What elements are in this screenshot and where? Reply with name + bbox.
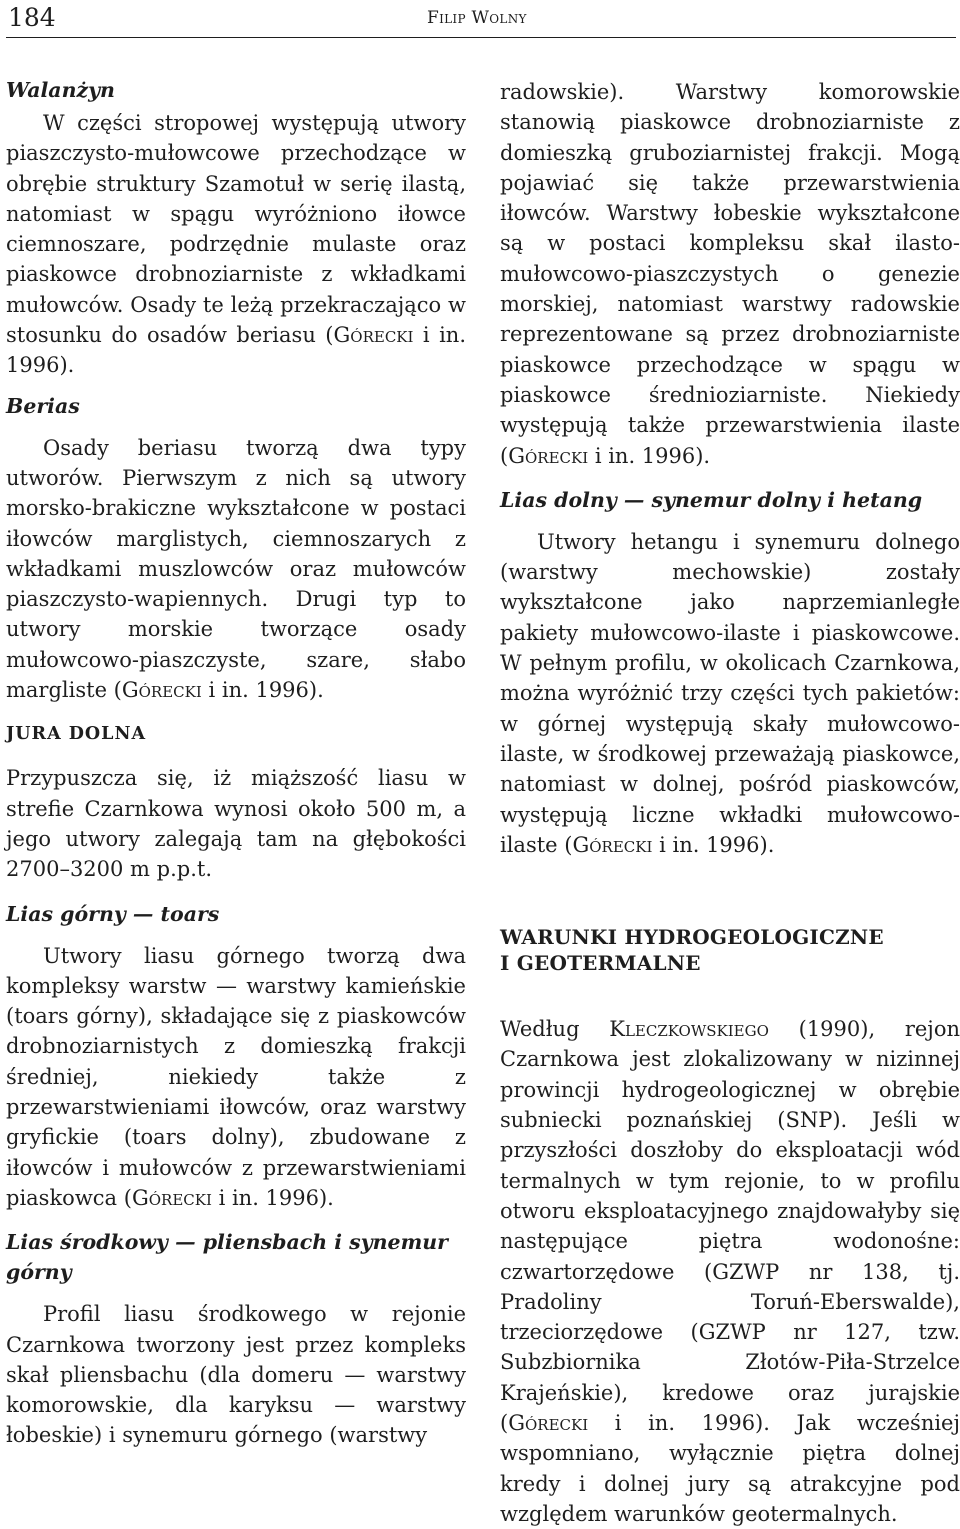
paragraph-berias: Osady beriasu tworzą dwa typy utworów. Pierwszym z nich są utwory morsko-brakiczne wykształcone w postaci iłowców marglistych, ciemnoszarych z wkładkami muszlowców oraz mułowców piaszczysto-wapiennych. Drugi typ to utwory morskie tworzące osady mułowcowo-piaszczyste, szare, słabo margliste (Górecki i in. 1996). (6, 435, 466, 703)
page-header (0, 0, 960, 48)
paragraph-warunki: Według Kleczkowskiego (1990), rejon Czarnkowa jest zlokalizowany w nizinnej prowincji hydrogeologicznej w obrębie subniecki poznańskiej (SNP). Jeśli w przyszłości doszłoby do eksploatacji wód termalnych w tym rejonie, to w profilu otworu eksploatacyjnego znajdowałyby się następujące piętra wodonośne: czwartorzędowe (GZWP nr 138, tj. Pradoliny Toruń-Eberswalde), trzeciorzędowe (GZWP nr 127, tzw. Subzbiornika Złotów-Piła-Strzelce Krajeńskie), kredowe oraz jurajskie (Górecki i in. 1996). Jak wcześniej wspomniano, wyłącznie piętra dolnej kredy i dolnej jury są atrakcyjne pod względem warunków geotermalnych. (500, 1017, 960, 1526)
running-head-author: Filip Wolny (427, 8, 527, 28)
heading-lias-dolny: Lias dolny — synemur dolny i hetang (500, 487, 923, 512)
heading-berias: Berias (6, 393, 80, 418)
citation-author: Górecki (572, 832, 653, 857)
heading-lias-gorny: Lias górny — toars (6, 901, 220, 926)
heading-warunki: WARUNKI HYDROGEOLOGICZNE I GEOTERMALNE (500, 925, 884, 976)
citation-author: Górecki (508, 1410, 589, 1435)
header-rule (6, 37, 956, 38)
heading-walanzyn: Walanżyn (6, 78, 115, 102)
paragraph-walanzyn: W części stropowej występują utwory piaszczysto-mułowcowe przechodzące w obrębie struktury Szamotuł w serię ilastą, natomiast w spągu wyróżniono iłowce ciemnoszare, podrzędnie mulaste oraz piaskowce drobnoziarniste z wkładkami mułowców. Osady te leżą przekraczająco w stosunku do osadów beriasu (Górecki i in. 1996). (6, 111, 466, 378)
citation-author: Górecki (508, 443, 589, 468)
citation-author: Kleczkowskiego (609, 1017, 769, 1042)
left-column (6, 75, 466, 1451)
paragraph-lias-srodkowy: Profil liasu środkowego w rejonie Czarnkowa tworzony jest przez kompleks skał pliensbachu (dla domeru — warstwy komorowskie, dla karyksu — warstwy łobeskie) i synemuru górnego (warstwy (6, 1302, 466, 1448)
paragraph-continuation: radowskie). Warstwy komorowskie stanowią piaskowce drobnoziarniste z domieszką gruboziarnistej frakcji. Mogą pojawiać się także przewarstwienia iłowców. Warstwy łobeskie wykształcone są w postaci kompleksu skał ilasto-mułowcowo-piaszczystych o genezie morskiej, natomiast warstwy radowskie reprezentowane są przez drobnoziarniste piaskowce przechodzące w spągu w piaskowce średnioziarniste. Niekiedy występują także przewarstwienia ilaste (Górecki i in. 1996). (500, 80, 960, 468)
page-number: 184 (8, 3, 56, 32)
citation-author: Górecki (333, 323, 414, 348)
heading-jura-dolna: JURA DOLNA (6, 724, 147, 745)
paragraph-lias-dolny: Utwory hetangu i synemuru dolnego (warstwy mechowskie) zostały wykształcone jako naprzemianległe pakiety mułowcowo-ilaste i piaskowcowe. W pełnym profilu, w okolicach Czarnkowa, można wyróżnić trzy części tych pakietów: w górnej występują skały mułowcowo-ilaste, w środkowej przeważają piaskowce, natomiast w dolnej, pośród piaskowców, występują liczne wkładki mułowcowo-ilaste (Górecki i in. 1996). (500, 529, 960, 857)
heading-lias-srodkowy: Lias środkowy — pliensbach i synemur górny (6, 1230, 448, 1285)
paragraph-jura-dolna: Przypuszcza się, iż miąższość liasu w strefie Czarnkowa wynosi około 500 m, a jego utwory zalegają tam na głębokości 2700–3200 m p.p.t. (6, 766, 466, 882)
right-column (500, 75, 960, 1529)
paragraph-lias-gorny: Utwory liasu górnego tworzą dwa kompleksy warstw — warstwy kamieńskie (toars górny), składające się z piaskowców drobnoziarnistych z domieszką frakcji średniej, niekiedy także z przewarstwieniami iłowców, oraz warstwy gryfickie (toars dolny), zbudowane z iłowców i mułowców z przewarstwieniami piaskowca (Górecki i in. 1996). (6, 943, 466, 1210)
citation-author: Górecki (121, 678, 202, 703)
citation-author: Górecki (131, 1185, 212, 1210)
